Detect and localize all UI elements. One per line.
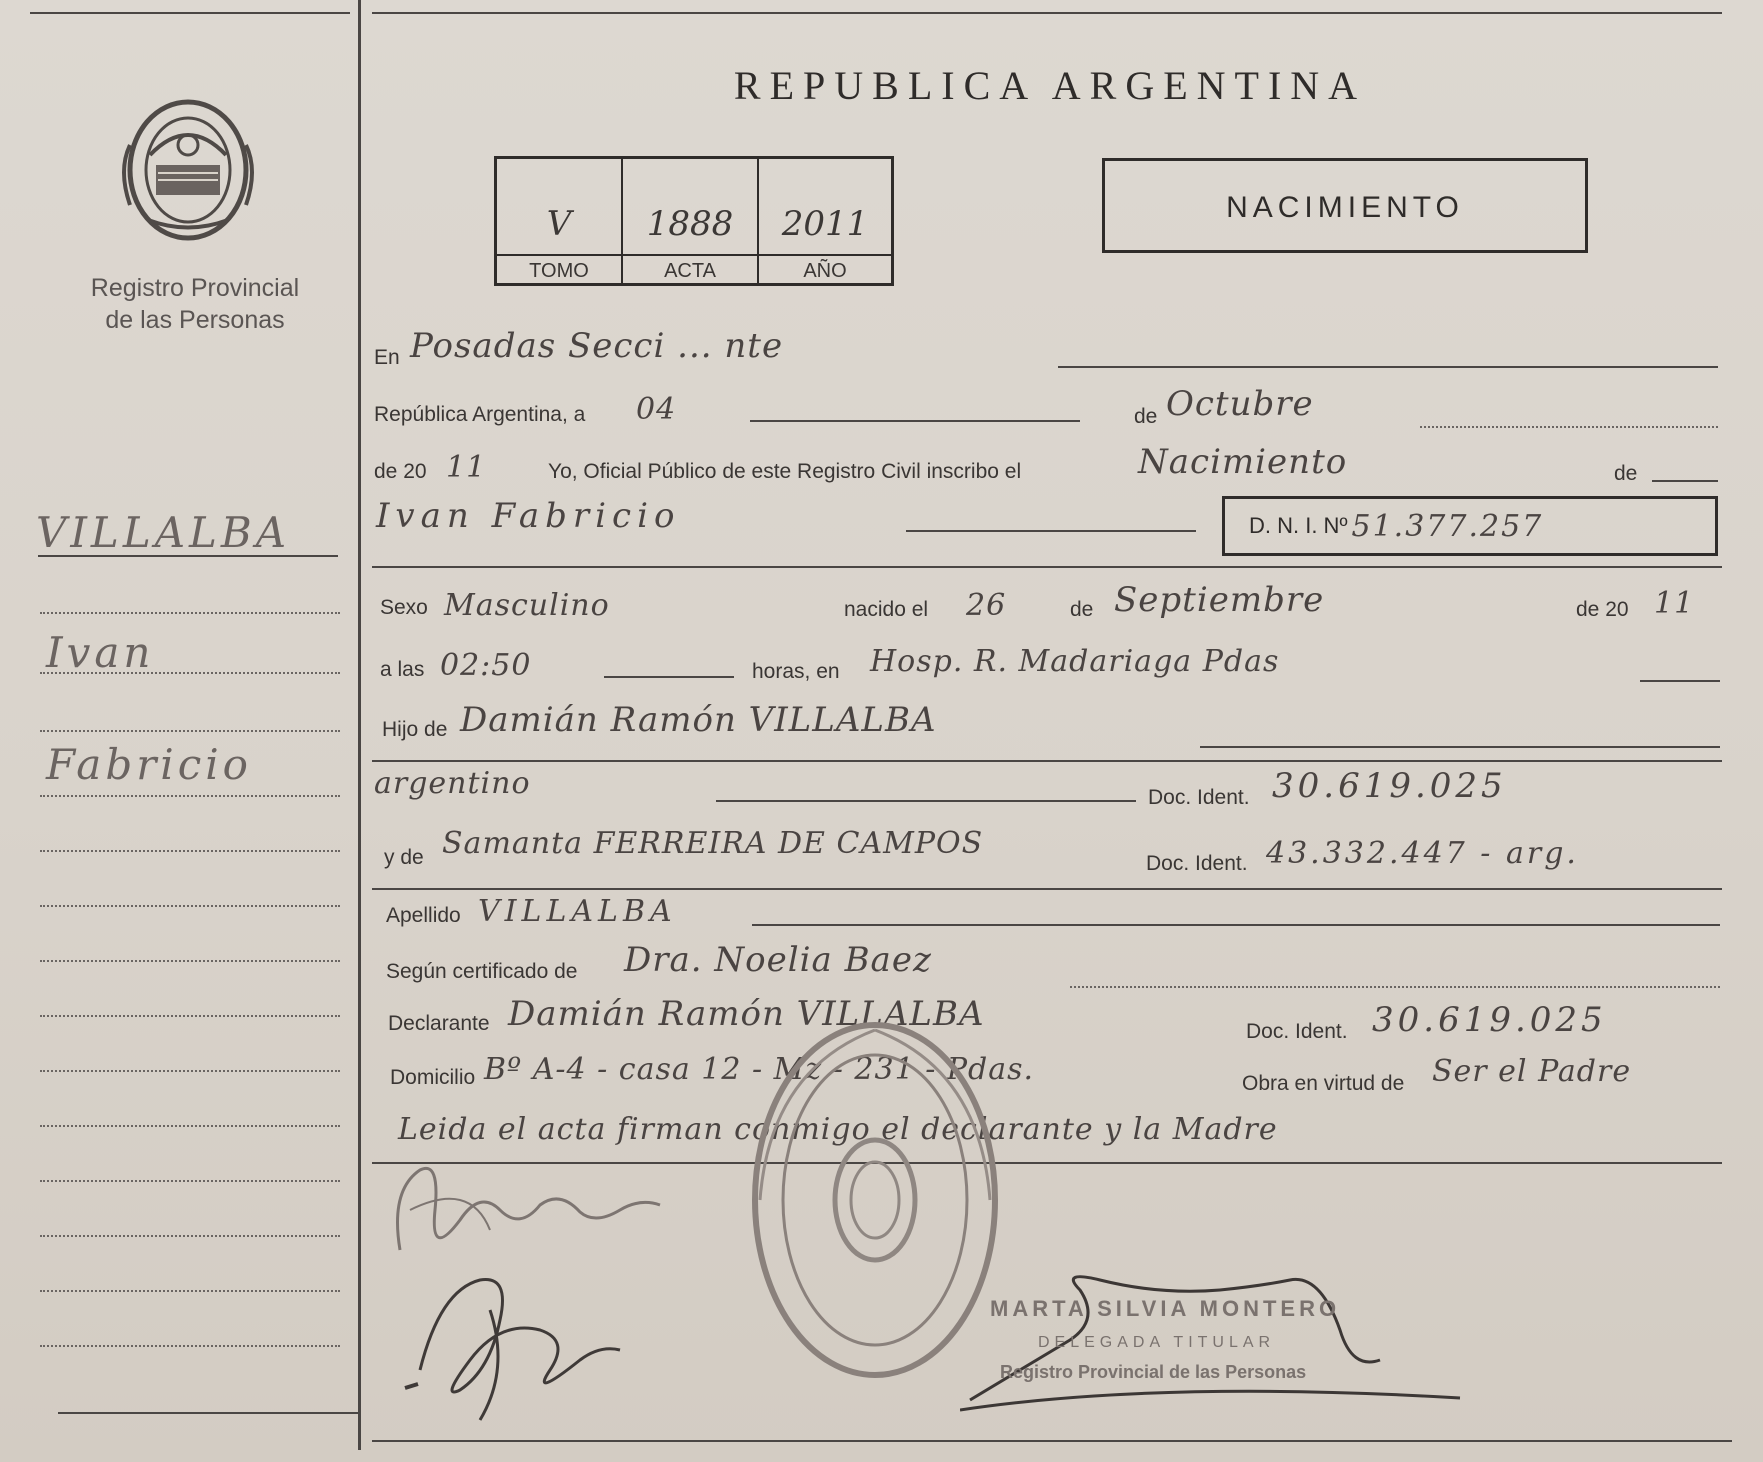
label-segun: Según certificado de — [386, 960, 578, 983]
label-sexo: Sexo — [380, 596, 428, 619]
official-name: MARTA SILVIA MONTERO — [990, 1296, 1341, 1321]
registry-name — [50, 272, 340, 336]
label-de-20-nac: de 20 — [1576, 598, 1629, 621]
label-de-20: de 20 — [374, 460, 427, 483]
margin-dots-13 — [40, 1290, 340, 1292]
label-de-month: de — [1134, 405, 1158, 428]
father-nationality-value: argentino — [374, 766, 531, 801]
label-yo-oficial: Yo, Oficial Público de este Registro Civil inscribo el — [548, 460, 1022, 483]
registry-name-line1: Registro Provincial — [90, 274, 300, 302]
closing-statement-value: Leida el acta firman conmigo el declarante y la Madre — [398, 1112, 1278, 1147]
margin-name-1: Ivan — [46, 628, 155, 677]
child-name-value: Ivan Fabricio — [376, 496, 681, 536]
margin-dots-10 — [40, 1125, 340, 1127]
mother-doc-value: 43.332.447 - arg. — [1266, 836, 1579, 871]
rule-father — [1200, 746, 1720, 748]
label-republica: República Argentina, a — [374, 403, 586, 426]
label-de-nac: de — [1070, 598, 1094, 621]
rule-en — [1058, 366, 1718, 368]
rule-above-sex — [372, 566, 1722, 568]
top-rule-right — [372, 12, 1722, 14]
dots-month — [1420, 426, 1718, 428]
bottom-rule — [372, 1440, 1732, 1442]
margin-dots-1 — [40, 612, 340, 614]
top-rule-left — [30, 12, 350, 14]
tomo-value: V — [497, 159, 623, 254]
declarant-doc-value: 30.619.025 — [1372, 1000, 1607, 1040]
margin-dots-9 — [40, 1070, 340, 1072]
anio-label: AÑO — [759, 254, 891, 286]
act-type-box — [1102, 158, 1588, 253]
label-de-tail: de — [1614, 462, 1638, 485]
reason-value: Ser el Padre — [1432, 1054, 1632, 1089]
father-name-value: Damián Ramón VILLALBA — [460, 700, 937, 740]
rule-mother — [372, 888, 1722, 890]
margin-dots-6 — [40, 905, 340, 907]
label-horas-en: horas, en — [752, 660, 840, 683]
dots-certificate — [1070, 986, 1720, 988]
act-type: NACIMIENTO — [1226, 191, 1464, 224]
day-value: 04 — [636, 392, 677, 427]
birth-time-value: 02:50 — [440, 648, 532, 683]
tomo-label: TOMO — [497, 254, 623, 286]
place-value: Posadas Secci ... nte — [410, 326, 784, 366]
margin-rule-1 — [38, 555, 338, 557]
sex-value: Masculino — [444, 588, 610, 623]
margin-surname: VILLALBA — [36, 508, 291, 557]
label-doc-ident-mother: Doc. Ident. — [1146, 852, 1248, 875]
event-value: Nacimiento — [1138, 442, 1348, 482]
label-doc-ident-declarant: Doc. Ident. — [1246, 1020, 1348, 1043]
anio-value: 2011 — [781, 204, 869, 244]
rule-time — [604, 676, 734, 678]
label-hijo-de: Hijo de — [382, 718, 448, 741]
certificate-value: Dra. Noelia Baez — [624, 940, 932, 980]
month-value: Octubre — [1166, 384, 1314, 424]
label-a-las: a las — [380, 658, 425, 681]
declarant-value: Damián Ramón VILLALBA — [508, 994, 985, 1034]
rule-day — [750, 420, 1080, 422]
label-declarante: Declarante — [388, 1012, 490, 1035]
margin-name-2: Fabricio — [46, 740, 252, 789]
official-office: Registro Provincial de las Personas — [1000, 1362, 1307, 1382]
surname-value: VILLALBA — [478, 894, 677, 929]
acta-value: 1888 — [623, 159, 759, 254]
registration-table — [494, 156, 894, 286]
registry-seal-icon — [118, 95, 258, 245]
margin-dots-8 — [40, 1015, 340, 1017]
country-heading: REPUBLICA ARGENTINA — [733, 63, 1367, 108]
acta-label: ACTA — [623, 254, 759, 286]
margin-dots-4 — [40, 795, 340, 797]
official-role: DELEGADA TITULAR — [1038, 1334, 1276, 1351]
column-divider — [358, 0, 361, 1450]
rule-tail — [1652, 480, 1718, 482]
label-nacido-el: nacido el — [844, 598, 929, 621]
birth-year-value: 11 — [1654, 586, 1695, 621]
label-obra: Obra en virtud de — [1242, 1072, 1405, 1095]
label-apellido: Apellido — [386, 904, 461, 927]
left-bottom-rule — [58, 1412, 358, 1414]
dni-box — [1222, 496, 1718, 556]
dni-value: 51.377.257 — [1351, 508, 1544, 544]
birth-day-value: 26 — [966, 588, 1007, 623]
label-doc-ident-father: Doc. Ident. — [1148, 786, 1250, 809]
margin-dots-7 — [40, 960, 340, 962]
rule-nationality — [716, 800, 1136, 802]
label-en: En — [374, 346, 400, 369]
rule-name — [906, 530, 1196, 532]
margin-dots-5 — [40, 850, 340, 852]
address-value: Bº A-4 - casa 12 - Mz - 231 - Pdas. — [484, 1052, 1035, 1087]
year-value: 11 — [446, 450, 487, 485]
margin-dots-12 — [40, 1235, 340, 1237]
margin-dots-2 — [40, 672, 340, 674]
father-doc-value: 30.619.025 — [1272, 766, 1507, 806]
label-y-de: y de — [384, 846, 424, 869]
registry-name-line2: de las Personas — [105, 306, 285, 334]
birth-month-value: Septiembre — [1114, 580, 1325, 620]
mother-name-value: Samanta FERREIRA DE CAMPOS — [442, 826, 984, 861]
declarant-signature-icon — [400, 1250, 640, 1430]
margin-dots-11 — [40, 1180, 340, 1182]
margin-dots-3 — [40, 730, 340, 732]
rule-place — [1640, 680, 1720, 682]
margin-dots-14 — [40, 1345, 340, 1347]
rule-father-2 — [372, 760, 1722, 762]
rule-surname — [752, 924, 1720, 926]
label-domicilio: Domicilio — [390, 1066, 476, 1089]
birth-place-value: Hosp. R. Madariaga Pdas — [870, 644, 1280, 679]
dni-label: D. N. I. Nº — [1249, 513, 1348, 538]
